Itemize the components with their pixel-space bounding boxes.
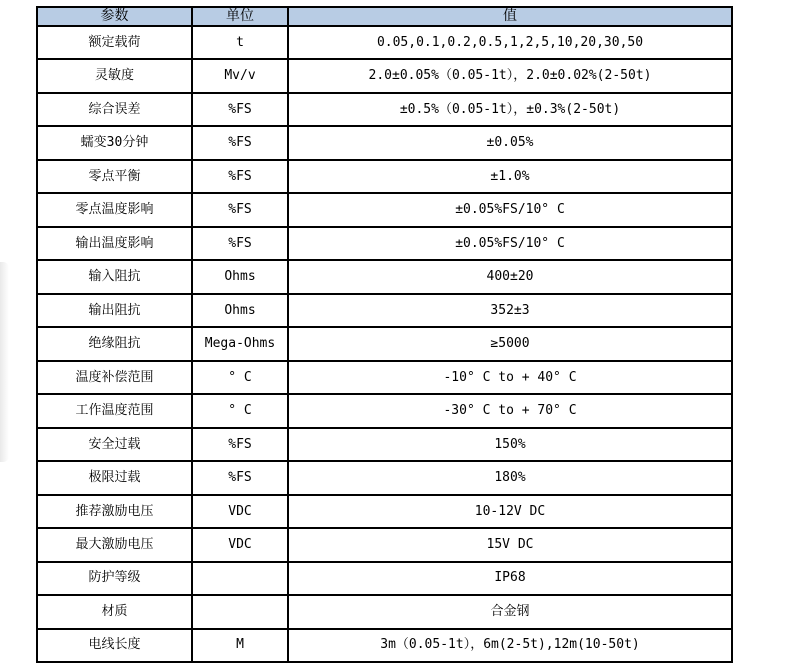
unit-cell: Ohms xyxy=(192,294,288,327)
unit-cell: VDC xyxy=(192,528,288,561)
table-row xyxy=(37,394,732,427)
table-row xyxy=(37,126,732,159)
table-row xyxy=(37,361,732,394)
table-row xyxy=(37,160,732,193)
table-row xyxy=(37,495,732,528)
param-cell: 输入阻抗 xyxy=(37,260,192,293)
param-cell: 零点平衡 xyxy=(37,160,192,193)
param-cell: 极限过载 xyxy=(37,461,192,494)
table-row xyxy=(37,528,732,561)
unit-cell xyxy=(192,562,288,595)
page-edge-artifact xyxy=(0,262,9,462)
param-cell: 额定载荷 xyxy=(37,26,192,59)
table-row xyxy=(37,93,732,126)
value-cell: 合金钢 xyxy=(288,595,732,628)
param-cell: 最大激励电压 xyxy=(37,528,192,561)
table-row xyxy=(37,227,732,260)
unit-cell: Mv/v xyxy=(192,59,288,92)
unit-cell: %FS xyxy=(192,428,288,461)
unit-cell: %FS xyxy=(192,193,288,226)
value-cell: -30° C to + 70° C xyxy=(288,394,732,427)
table-row xyxy=(37,260,732,293)
value-cell: ±0.05%FS/10° C xyxy=(288,227,732,260)
param-cell: 材质 xyxy=(37,595,192,628)
param-cell: 输出阻抗 xyxy=(37,294,192,327)
value-cell: ±1.0% xyxy=(288,160,732,193)
unit-cell: t xyxy=(192,26,288,59)
table-row xyxy=(37,629,732,662)
table-row xyxy=(37,59,732,92)
param-cell: 电线长度 xyxy=(37,629,192,662)
param-cell: 输出温度影响 xyxy=(37,227,192,260)
table-row xyxy=(37,26,732,59)
unit-cell: %FS xyxy=(192,126,288,159)
value-cell: 352±3 xyxy=(288,294,732,327)
spec-table xyxy=(36,6,733,663)
table-row xyxy=(37,461,732,494)
value-cell: ±0.5%（0.05-1t），±0.3%(2-50t) xyxy=(288,93,732,126)
table-row xyxy=(37,595,732,628)
value-cell: IP68 xyxy=(288,562,732,595)
unit-cell: %FS xyxy=(192,227,288,260)
param-cell: 温度补偿范围 xyxy=(37,361,192,394)
value-cell: 2.0±0.05%（0.05-1t），2.0±0.02%(2-50t) xyxy=(288,59,732,92)
table-row xyxy=(37,294,732,327)
param-cell: 蠕变30分钟 xyxy=(37,126,192,159)
table-row xyxy=(37,562,732,595)
param-cell: 灵敏度 xyxy=(37,59,192,92)
unit-cell: ° C xyxy=(192,394,288,427)
value-cell: 15V DC xyxy=(288,528,732,561)
table-row xyxy=(37,428,732,461)
value-cell: -10° C to + 40° C xyxy=(288,361,732,394)
param-cell: 安全过载 xyxy=(37,428,192,461)
param-cell: 综合误差 xyxy=(37,93,192,126)
param-cell: 推荐激励电压 xyxy=(37,495,192,528)
unit-cell: Mega-Ohms xyxy=(192,327,288,360)
value-cell: 180% xyxy=(288,461,732,494)
unit-cell: ° C xyxy=(192,361,288,394)
value-cell: 10-12V DC xyxy=(288,495,732,528)
value-cell: ±0.05%FS/10° C xyxy=(288,193,732,226)
value-cell: ≥5000 xyxy=(288,327,732,360)
unit-cell: %FS xyxy=(192,93,288,126)
unit-cell: Ohms xyxy=(192,260,288,293)
unit-cell xyxy=(192,595,288,628)
value-cell: ±0.05% xyxy=(288,126,732,159)
value-cell: 150% xyxy=(288,428,732,461)
param-cell: 工作温度范围 xyxy=(37,394,192,427)
table-row xyxy=(37,193,732,226)
unit-cell: %FS xyxy=(192,461,288,494)
value-cell: 3m（0.05-1t），6m(2-5t),12m(10-50t) xyxy=(288,629,732,662)
column-header-value: 值 xyxy=(288,7,732,26)
header-row xyxy=(37,7,732,26)
unit-cell: VDC xyxy=(192,495,288,528)
column-header-parameter: 参数 xyxy=(37,7,192,26)
table-row xyxy=(37,327,732,360)
value-cell: 0.05,0.1,0.2,0.5,1,2,5,10,20,30,50 xyxy=(288,26,732,59)
param-cell: 零点温度影响 xyxy=(37,193,192,226)
unit-cell: M xyxy=(192,629,288,662)
value-cell: 400±20 xyxy=(288,260,732,293)
param-cell: 防护等级 xyxy=(37,562,192,595)
param-cell: 绝缘阻抗 xyxy=(37,327,192,360)
column-header-unit: 单位 xyxy=(192,7,288,26)
unit-cell: %FS xyxy=(192,160,288,193)
